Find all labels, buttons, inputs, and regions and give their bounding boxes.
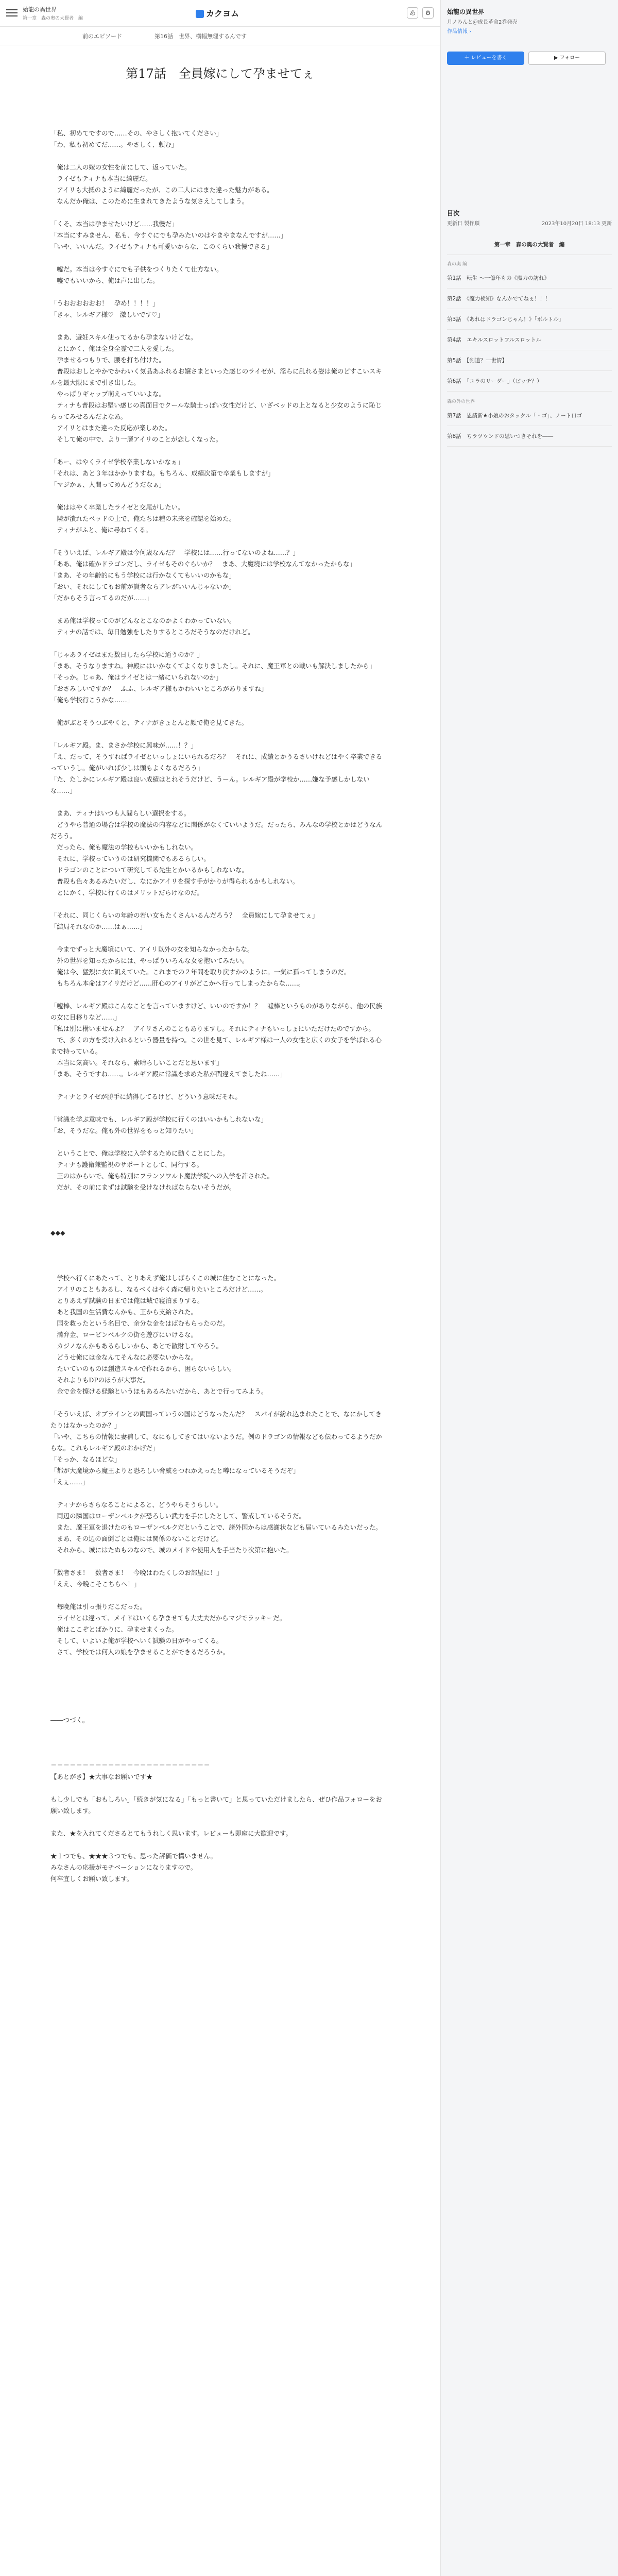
body-paragraph: ライゼとは違って、メイドはいくら孕ませても大丈夫だからマジでラッキーだ。	[50, 1614, 286, 1622]
body-paragraph: で、多くの方を受け入れるという器量を持つ。この世を見て、レルギア様は一人の女性と広くの女子を学ばれる心まで持っている。	[50, 1036, 382, 1055]
toc-sort[interactable]: 更新日 製作順	[447, 221, 480, 227]
episode-nav	[0, 27, 440, 45]
body-paragraph: ＝＝＝＝＝＝＝＝＝＝＝＝＝＝＝＝＝＝＝＝＝＝＝＝＝	[50, 1761, 210, 1769]
body-paragraph: アイリとはまた違った反応が楽しめた。	[50, 424, 171, 432]
body-paragraph: ティナからさらなることによると、どうやらそうらしい。	[50, 1501, 222, 1509]
body-paragraph: 「そういえば、レルギア殿は今何歳なんだ？ 学校には……行ってないのよね……？」	[50, 549, 299, 556]
body-paragraph: 「都が大魔境から魔王よりと恐ろしい脅威をつれかえったと噂になっているそうだぞ」	[50, 1467, 300, 1475]
toc-chapter[interactable]: 第一章 森の奥の大賢者 編	[447, 234, 612, 255]
body-paragraph	[50, 1488, 385, 1499]
body-paragraph: ――つづく。	[50, 1716, 89, 1724]
body-paragraph	[50, 1239, 385, 1250]
toc-item[interactable]: 第2話 《魔力検知》なんかでてねぇ！！！	[447, 289, 612, 309]
follow-button[interactable]: ▶ フォロー	[528, 52, 606, 65]
body-paragraph: さて、学校では何人の娘を孕ませることができるだろうか。	[50, 1648, 229, 1656]
body-paragraph: 「おい、それにしてもお前が賢者ならアレがいいんじゃないか」	[50, 583, 235, 590]
body-paragraph	[50, 1737, 385, 1749]
toc-item[interactable]: 第4話 エキルスロットフルスロットル	[447, 330, 612, 350]
body-paragraph	[50, 1726, 385, 1737]
body-paragraph: 「いや、こちらの情報に妻補して、なにもしてきてはいないようだ。例のドラゴンの情報なども伝わってるようだからな。これもレルギア殿のおかげだ」	[50, 1433, 382, 1452]
body-paragraph	[50, 1692, 385, 1703]
toc-meta	[447, 219, 612, 227]
body-paragraph: 王のはからいで、俺も特別にフランソワルト魔法学院への入学を許された。	[50, 1172, 274, 1180]
body-paragraph: 「私、初めてですので……その、やさしく抱いてください」	[50, 129, 223, 137]
toc-updated: 2023年10月20日 18:13 更新	[541, 221, 612, 227]
body-paragraph: 「た、たしかにレルギア殿は良い成績はとれそうだけど、うーん。レルギア殿が学校か……嫌な予感しかしないな……」	[50, 775, 370, 794]
body-paragraph	[50, 1749, 385, 1760]
sidebar-work-info	[447, 7, 612, 35]
body-paragraph: ティナとライゼが勝手に納得してるけど、どういう意味だそれ。	[50, 1093, 242, 1100]
body-paragraph: とりあえず試験の日までは俺は城で寝泊まりする。	[50, 1297, 204, 1304]
body-paragraph: 「いや、いいんだ。ライゼもティナも可愛いからな、このくらい我慢できる」	[50, 243, 273, 250]
toc-item[interactable]: 第6話 「ユラのリーダー」（ビッチ？）	[447, 371, 612, 392]
body-paragraph: アイリも大抵のように綺麗だったが、この二人にはまた違った魅力がある。	[50, 186, 273, 194]
body-paragraph	[50, 1103, 385, 1114]
body-paragraph: やっぱりギャップ萌えっていいよな。	[50, 390, 166, 398]
body-paragraph: みなさんの応援がモチベーションになりますので。	[50, 1863, 197, 1871]
body-paragraph	[50, 1817, 385, 1828]
body-paragraph: 俺は二人の嫁の女性を前にして、返っていた。	[50, 163, 191, 171]
body-paragraph: 孕ませるつもりで、腰を打ち付けた。	[50, 356, 165, 364]
body-paragraph: 「それは、あと３年はかかりますね。もちろん、成績次第で卒業もしますが」	[50, 469, 274, 477]
body-paragraph: 普段はおしとやかでかわいく気品あふれるお嬢さまといった感じのライゼが、淫らに乱れる姿は俺のどすこいスキルを最大限にまで引き出した。	[50, 367, 382, 386]
body-paragraph	[50, 1669, 385, 1681]
body-paragraph	[50, 1216, 385, 1227]
body-paragraph	[50, 1250, 385, 1261]
body-paragraph: 「それに、同じくらいの年齢の若い女もたくさんいるんだろう？ 全員嫁にして孕ませてぇ」	[50, 911, 319, 919]
body-paragraph: 今までずっと大魔境にいて、アイリ以外の女を知らなかったからな。	[50, 945, 254, 953]
body-paragraph: 「まあ、その年齢的にもう学校には行かなくてもいいのかもな」	[50, 571, 235, 579]
body-paragraph: 「レルギア殿。ま、まさか学校に興味が……！？」	[50, 741, 197, 749]
toc-item[interactable]: 第5話 【剣道？一世情】	[447, 350, 612, 371]
body-paragraph	[50, 490, 385, 502]
body-paragraph	[50, 989, 385, 1001]
body-paragraph	[50, 604, 385, 615]
body-paragraph	[50, 728, 385, 740]
body-paragraph: 「本当にすみません、私も、今すぐにでも孕みたいのはやまやまなんですが……」	[50, 231, 287, 239]
work-title[interactable]: 始龍の異世界	[23, 6, 57, 13]
review-button[interactable]: ＋ レビューを書く	[447, 52, 524, 65]
episode-body	[50, 128, 385, 1885]
body-paragraph	[50, 1080, 385, 1091]
body-paragraph: 何卒宜しくお願い致します。	[50, 1875, 133, 1883]
body-paragraph: まあ俺は学校ってのがどんなとこなのかよくわかっていない。	[50, 617, 236, 624]
body-paragraph: とにかく、俺は全身全霊で二人を愛した。	[50, 345, 178, 352]
body-paragraph: 普段も色々あるみたいだし、なにかアイリを探す手がかりが得られるかもしれない。	[50, 877, 299, 885]
body-paragraph: 金で金を擦ける経験というほもあるみたいだから、あとで行ってみよう。	[50, 1387, 268, 1395]
logo-icon	[196, 10, 204, 18]
body-paragraph	[50, 1590, 385, 1601]
body-paragraph: ティナも護衛兼監視のサポートとして、同行する。	[50, 1161, 203, 1168]
body-paragraph: アイリのこともあるし、なるべくはやく森に帰りたいところだけど……。	[50, 1285, 267, 1293]
body-paragraph: 「数者さま！ 数者さま！ 今晩はわたくしのお部屋に！」	[50, 1569, 223, 1577]
body-paragraph: だったら、俺も魔法の学校もいいかもしれない。	[50, 843, 197, 851]
body-paragraph: もし少しでも「おもしろい」「続きが気になる」「もっと書いて」と思っていただけましたら、ぜひ作品フォローをお願い致します。	[50, 1795, 382, 1815]
body-paragraph	[50, 445, 385, 456]
body-paragraph	[50, 899, 385, 910]
sidebar-author[interactable]: 月ノみんと＠成長革命2巻発売	[447, 20, 518, 25]
toc-section-label: 森の奥 編	[447, 262, 467, 267]
body-paragraph: 「くそ、本当は孕ませたいけど……我慢だ」	[50, 220, 178, 228]
body-paragraph: また、★を入れてくださるとてもうれしく思います。レビューも即座に大歓迎です。	[50, 1829, 292, 1837]
body-paragraph	[50, 1658, 385, 1669]
settings-icon[interactable]: ⚙	[422, 7, 434, 19]
body-paragraph: 「あー、はやくライゼ学校卒業しないかなぁ」	[50, 458, 184, 466]
top-header	[0, 0, 440, 27]
body-paragraph	[50, 1839, 385, 1851]
body-paragraph: 「わ、私も初めてだ……。やさしく、頼む」	[50, 141, 178, 148]
body-paragraph: 「マジかぁ、人間ってめんどうだなぁ」	[50, 481, 166, 488]
body-paragraph: 学校へ行くにあたって、とりあえず俺はしばらくこの城に住むことになった。	[50, 1274, 280, 1282]
body-paragraph: 「そっか。じゃあ、俺はライゼとは一緒にいられないのか」	[50, 673, 222, 681]
body-paragraph: 「お、そうだな。俺も外の世界をもっと知りたい」	[50, 1127, 197, 1134]
body-paragraph: また、魔王軍を退けたのもローザンベルクだということで、諸外国からは感謝状なども届いているみたいだった。	[50, 1523, 382, 1531]
body-paragraph	[50, 1193, 385, 1205]
body-paragraph: とにかく、学校に行くのはメリットだらけなのだ。	[50, 889, 203, 896]
body-paragraph: それから、城にはたぬものなので、城のメイドや使用人を手当たり次第に抱いた。	[50, 1546, 293, 1554]
body-paragraph: ◆◆◆	[50, 1229, 65, 1236]
body-paragraph: 「俺も学校行こうかな……」	[50, 696, 134, 704]
body-paragraph: 「え、だって、そうすればライゼといっしょにいられるだろ？ それに、成績とかうるさいけれどはやく卒業できるっていうし。俺がいれば少しは頭もよくなるだろう」	[50, 753, 383, 772]
body-paragraph: ティナの話では、毎日勉強をしたりするところだそうなのだけれど。	[50, 628, 254, 636]
body-paragraph	[50, 1556, 385, 1567]
body-paragraph	[50, 1783, 385, 1794]
body-paragraph	[50, 1397, 385, 1409]
body-paragraph: 「きゃ、レルギア様♡ 激しいです♡」	[50, 311, 164, 318]
toc-item[interactable]: 第1話 転生 ～一億年もの《魔力の訪れ》	[447, 268, 612, 289]
body-paragraph: 「結局それなのか……はぁ……」	[50, 923, 146, 930]
body-paragraph: ティナがふと、俺に尋ねてくる。	[50, 526, 152, 534]
body-paragraph: ドラゴンのことについて研究してる先生とかいるかもしれないな。	[50, 866, 248, 874]
body-paragraph	[50, 1681, 385, 1692]
body-paragraph	[50, 207, 385, 218]
chapter-title: 第一章 森の奥の大賢者 編	[23, 16, 83, 21]
body-paragraph	[50, 638, 385, 649]
body-paragraph: どうやら普通の場合は学校の魔法の内容などに関係がなくていいようだ。だったら、みんなの学校とかはどうなんだろう。	[50, 821, 383, 840]
body-paragraph: まあ、避妊スキル使ってるから孕まないけどな。	[50, 333, 197, 341]
site-logo[interactable]	[196, 7, 239, 19]
toc-label: 目次	[447, 210, 460, 217]
body-paragraph: 「常識を学ぶ意味でも、レルギア殿が学校に行くのはいいかもしれないな」	[50, 1115, 267, 1123]
body-paragraph: 「じゃあライゼはまた数日したら学校に通うのか？」	[50, 651, 203, 658]
user-icon[interactable]: あ	[407, 7, 418, 19]
body-paragraph: 嘘でもいいから、俺は声に出した。	[50, 277, 159, 284]
body-paragraph: 「まあ、そうなりますね。神殿にはいかなくてよくなりましたし。それに、魔王軍との戦いも解決しましたから」	[50, 662, 376, 670]
current-episode-label: 第16話 世界、横幅無理するんです	[154, 33, 247, 40]
body-paragraph: 「そっか、なるほどな」	[50, 1455, 121, 1463]
body-paragraph: だが、その前にまずは試験を受けなければならないそうだが。	[50, 1183, 236, 1191]
body-paragraph: それよりもDPのほうが大事だ。	[50, 1376, 149, 1384]
body-paragraph: 俺は今、猛烈に女に飢えていた。これまでの２年間を取り戻すかのように。一気に孤ってしまうのだ。	[50, 968, 351, 976]
body-paragraph: ライゼもティナも本当に綺麗だ。	[50, 175, 152, 182]
body-paragraph: 「まあ、そうですね……。レルギア殿に常識を求めた私が間違えてましたね……」	[50, 1070, 286, 1078]
toc-header	[447, 209, 612, 227]
body-paragraph	[50, 1261, 385, 1273]
body-paragraph: 隣が潰れたベッドの上で、俺たちは種の未来を確認を始めた。	[50, 515, 236, 522]
body-paragraph: どうせ俺には金なんてそんなに必要ないからな。	[50, 1353, 197, 1361]
menu-icon[interactable]	[6, 7, 18, 19]
body-paragraph: 「えぇ……」	[50, 1478, 89, 1486]
toc-item[interactable]: 第3話 《あれはドラゴンじゃん！》「ボルトル」	[447, 309, 612, 330]
body-paragraph: それに、学校っていうのは研究機関でもあるらしい。	[50, 855, 210, 862]
body-paragraph: 俺ははやく卒業したライゼと交尾がしたい。	[50, 503, 184, 511]
body-paragraph: なんだか俺は、このために生まれてきたような気さえしてしまう。	[50, 197, 249, 205]
logo-text: カクヨム	[206, 9, 239, 19]
body-paragraph: 「嘘棒、レルギア殿はこんなことを言っていますけど、いいのですか！？ 嘘棒というものがありながら、他の民族の女に目移りなど……」	[50, 1002, 383, 1021]
body-paragraph: 「私は別に構いませんよ？ アイリさんのこともありますし。それにティナもいっしょにいただけたのですから。	[50, 1025, 375, 1032]
body-paragraph: ということで、俺は学校に入学するために動くことにした。	[50, 1149, 229, 1157]
body-paragraph: 俺がぶとそうつぶやくと、ティナがきょとんと顔で俺を見てきた。	[50, 719, 248, 726]
body-paragraph: 「おさみしいですか？ ふふ、レルギア様もかわいいところがありますね」	[50, 685, 268, 692]
body-paragraph	[50, 933, 385, 944]
body-paragraph	[50, 150, 385, 162]
body-paragraph: ティナも普段はお堅い感じの真面目でクールな騎士っぽい女性だけど、いざベッドの上となると少女のように恥じらってみせるんだよなあ。	[50, 401, 382, 420]
body-paragraph	[50, 706, 385, 717]
body-paragraph: 「そういえば、オブラインとの両国っていうの国はどうなったんだ？ スパイが紛れ込まれたことで、なにかしてきたりはなかったのか？」	[50, 1410, 382, 1429]
body-paragraph: 両辺の隣国はローザンベルクが恐ろしい武力を手にしたとして、警戒しているそうだ。	[50, 1512, 305, 1520]
body-paragraph: そして俺の中で、より一層アイリのことが恋しくなった。	[50, 435, 222, 443]
body-paragraph: あと我国の生活費なんかも、王から支給された。	[50, 1308, 197, 1316]
body-paragraph: そして、いよいよ俺が学校へいく試験の日がやってくる。	[50, 1637, 223, 1645]
body-paragraph	[50, 1205, 385, 1216]
body-paragraph: 毎晩俺は引っ張りだこだった。	[50, 1603, 146, 1611]
body-paragraph	[50, 286, 385, 298]
body-paragraph: 「ええ、今晩こそこちらへ！」	[50, 1580, 141, 1588]
body-paragraph: 【あとがき】★大事なお願いです★	[50, 1773, 153, 1781]
body-paragraph: ★１つでも、★★★３つでも、思った評価で構いません。	[50, 1852, 217, 1860]
toc-section-label: 森の外の世界	[447, 399, 475, 404]
episode-article	[0, 45, 440, 2576]
toc-item[interactable]: 第8話 ちラツウンドの思いつきそれを――	[447, 426, 612, 447]
body-paragraph: 「うおおおおおお！ 孕め！！！！」	[50, 299, 159, 307]
body-paragraph	[50, 320, 385, 332]
toc-item[interactable]: 第7話 恩請新★小娘のおタックル「・ゴ」、ノート口ゴ	[447, 405, 612, 426]
body-paragraph: 満弁金、ロービンベルクの街を遊びにいけるな。	[50, 1331, 197, 1338]
body-paragraph	[50, 1137, 385, 1148]
body-paragraph: 嘘だ。本当は今すぐにでも子供をつくりたくて仕方ない。	[50, 265, 223, 273]
body-paragraph	[50, 796, 385, 808]
body-paragraph	[50, 1703, 385, 1715]
body-paragraph	[50, 252, 385, 264]
body-paragraph: まあ、その辺の面倒ごとは俺には関係のないことだけど。	[50, 1535, 223, 1543]
sidebar-work-title[interactable]: 始龍の異世界	[447, 8, 485, 15]
body-paragraph: 本当に気高い。それなら、素晴らしいことだと思います」	[50, 1059, 223, 1066]
body-paragraph: 俺はここぞとばかりに、孕ませまくった。	[50, 1625, 178, 1633]
body-paragraph	[50, 536, 385, 547]
prev-episode-link[interactable]: 前のエピソード	[82, 33, 122, 40]
body-paragraph: 「ああ、俺は確かドラゴンだし、ライゼもそのぐらいか？ まあ、大魔境には学校なんてなかったからな」	[50, 560, 356, 568]
body-paragraph: 「だからそう言ってるのだが……」	[50, 594, 153, 602]
sidebar-work-info-link[interactable]: 作品情報 ›	[447, 29, 472, 35]
body-paragraph: 国を救ったという名目で、余分な金をはばむもらったのだ。	[50, 1319, 229, 1327]
body-paragraph: もちろん本命はアイリだけど……肝心のアイリがどこかへ行ってしまったからな……。	[50, 979, 305, 987]
sidebar	[440, 0, 618, 2576]
body-paragraph: まあ、ティナはいつも人間らしい選択をする。	[50, 809, 191, 817]
episode-title: 第17話 全員嫁にして孕ませてぇ	[126, 66, 315, 81]
body-paragraph: たいていのものは創造スキルで作れるから、困らないらしい。	[50, 1365, 236, 1372]
body-paragraph: カジノなんかもあるらしいから、あとで散財してやろう。	[50, 1342, 223, 1350]
body-paragraph: 外の世界を知ったからには、やっぱりいろんな女を抱いてみたい。	[50, 957, 249, 964]
